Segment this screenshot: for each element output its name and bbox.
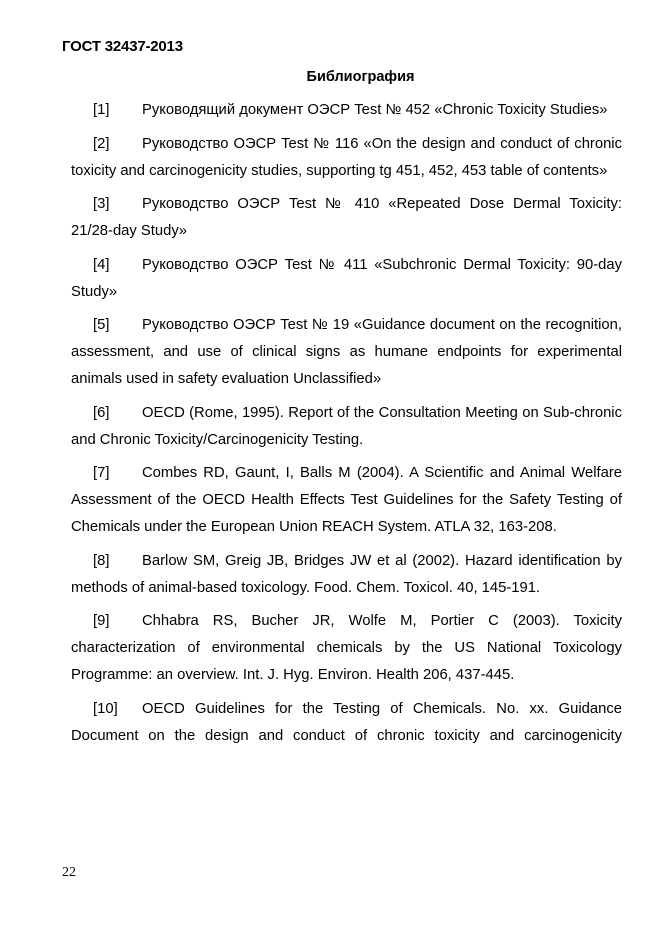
reference-number: [10] <box>93 700 118 717</box>
reference-text: Руководящий документ ОЭСР Test № 452 «Chronic Toxicity Studies» <box>142 102 608 118</box>
reference-item <box>71 97 622 124</box>
reference-item <box>71 191 622 245</box>
reference-item <box>71 131 622 185</box>
reference-item <box>71 696 622 750</box>
reference-item <box>71 400 622 454</box>
page-number: 22 <box>62 865 76 880</box>
reference-text: OECD (Rome, 1995). Report of the Consultation Meeting on Sub-chronic and Chronic Toxicity/Carcinogenicity Testing. <box>71 404 622 448</box>
reference-item <box>71 252 622 306</box>
reference-number: [5] <box>93 317 110 333</box>
bibliography-list <box>71 97 622 756</box>
reference-number: [1] <box>93 102 110 118</box>
reference-number: [8] <box>93 552 110 569</box>
reference-item <box>71 548 622 602</box>
reference-number: [9] <box>93 613 110 629</box>
section-title: Библиография <box>306 69 415 85</box>
reference-text: OECD Guidelines for the Testing of Chemicals. No. xx. Guidance Document on the design and conduct of chronic toxicity and carcinogenicity <box>71 700 622 744</box>
reference-number: [2] <box>93 135 110 152</box>
reference-text: Руководство ОЭСР Test № 410 «Repeated Dose Dermal Toxicity: 21/28-day Study» <box>71 196 622 239</box>
reference-number: [7] <box>93 465 110 481</box>
reference-item <box>71 460 622 541</box>
reference-text: Combes RD, Gaunt, I, Balls M (2004). A Scientific and Animal Welfare Assessment of the OECD Health Effects Test Guidelines for the Safety Testing of Chemicals under the European Union REACH System. ATLA 32, 163-208. <box>71 465 622 535</box>
document-code: ГОСТ 32437-2013 <box>62 38 183 55</box>
reference-item <box>71 608 622 689</box>
reference-text: Руководство ОЭСР Test № 411 «Subchronic Dermal Toxicity: 90-day Study» <box>71 256 622 300</box>
reference-text: Chhabra RS, Bucher JR, Wolfe M, Portier C (2003). Toxicity characterization of environmental chemicals by the US National Toxicology Programme: an overview. Int. J. Hyg. Environ. Health 206, 437-445. <box>71 613 622 683</box>
reference-item <box>71 312 622 393</box>
reference-text: Руководство ОЭСР Test № 19 «Guidance document on the recognition, assessment, and use of clinical signs as humane endpoints for experimental animals used in safety evaluation Unclassified» <box>71 317 622 387</box>
reference-number: [6] <box>93 404 110 421</box>
reference-number: [4] <box>93 256 110 273</box>
reference-number: [3] <box>93 196 110 212</box>
reference-text: Руководство ОЭСР Test № 116 «On the design and conduct of chronic toxicity and carcinogenicity studies, supporting tg 451, 452, 453 table of contents» <box>71 135 622 179</box>
reference-text: Barlow SM, Greig JB, Bridges JW et al (2002). Hazard identification by methods of animal-based toxicology. Food. Chem. Toxicol. 40, 145-191. <box>71 552 622 596</box>
